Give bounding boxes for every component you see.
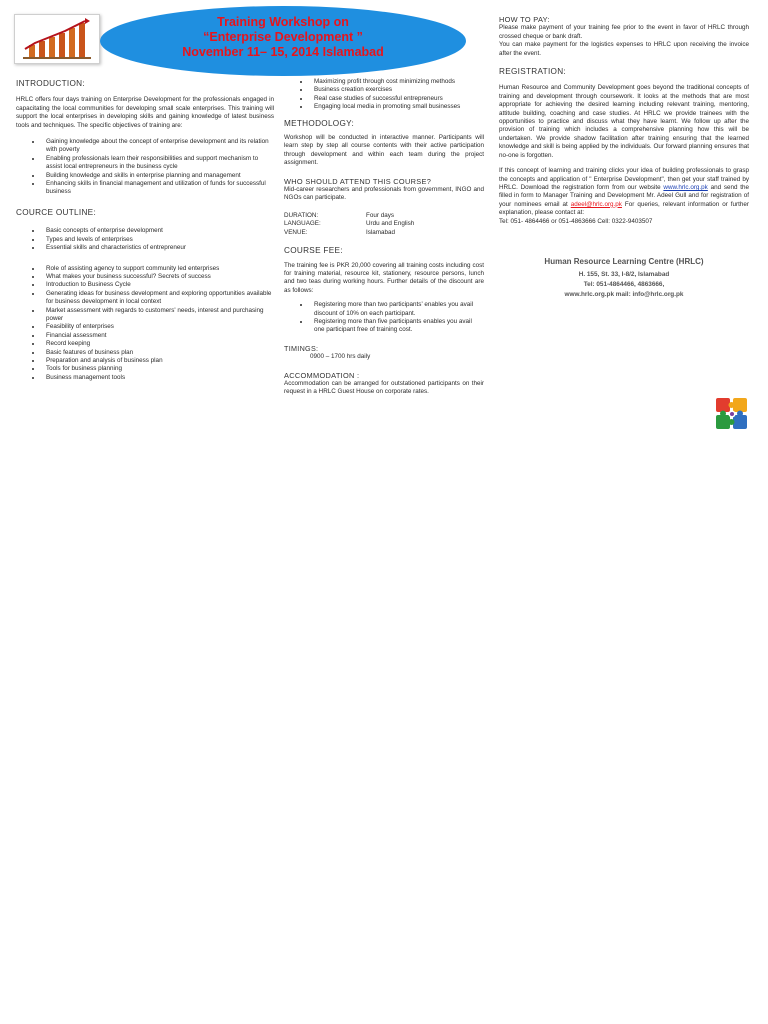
- outline-list-1: [16, 227, 274, 252]
- fee-heading: COURSE FEE:: [284, 246, 343, 256]
- howtopay-text-2: You can make payment for the logistics expenses to HRLC upon receiving the invoice after the event.: [499, 41, 749, 57]
- fee-text: The training fee is PKR 20,000 covering all training costs including cost for training material, resource kit, stationery, resource persons, lunch and two teas during working hours. Further details of the discount are as follows:: [284, 261, 484, 294]
- registration-text-c: For queries, relevant information or further explanation, please contact at:: [499, 200, 749, 217]
- list-item: • Market assessment with regards to customers' needs, interest and purchasing power: [42, 307, 274, 324]
- list-item: • Enabling professionals learn their responsibilities and support mechanism to assist local entrepreneurs in the business cycle: [42, 155, 274, 172]
- list-item: • Basic concepts of enterprise development: [42, 227, 274, 235]
- detail-key: LANGUAGE:: [284, 220, 321, 228]
- list-item: • What makes your business successful? Secrets of success: [42, 273, 274, 281]
- org-tel: Tel: 051-4864466, 4863666,: [583, 281, 665, 289]
- accommodation-text: Accommodation can be arranged for outstationed participants on their request in a HRLC Guest House on corporate rates.: [284, 379, 484, 396]
- registration-contact: [499, 167, 749, 217]
- outline-heading: COURCE OUTLINE:: [16, 207, 97, 217]
- howtopay-text-1: Please make payment of your training fee prior to the event in favor of HRLC through crossed cheque or bank draft.: [499, 24, 749, 40]
- list-item: • Maximizing profit through cost minimizing methods: [310, 78, 484, 86]
- banner-line-3: November 11– 15, 2014 Islamabad: [182, 45, 384, 59]
- details-table: [284, 212, 484, 237]
- middle-column: [284, 78, 484, 397]
- list-item: • Types and levels of enterprises: [42, 236, 274, 244]
- org-web: www.hrlc.org.pk mail: info@hrlc.org.pk: [564, 291, 684, 299]
- detail-row: [284, 212, 484, 220]
- timings-text: 0900 – 1700 hrs daily: [310, 353, 371, 361]
- detail-key: DURATION:: [284, 211, 319, 219]
- left-column: [16, 80, 274, 382]
- detail-key: VENUE:: [284, 228, 308, 236]
- list-item: • Preparation and analysis of business plan: [42, 357, 274, 365]
- list-item: • Role of assisting agency to support community led enterprises: [42, 265, 274, 273]
- hrlc-puzzle-logo-icon: [712, 394, 752, 434]
- list-item: • Enhancing skills in financial management and utilization of funds for successful business: [42, 180, 274, 197]
- list-item: • Introduction to Business Cycle: [42, 281, 274, 289]
- org-contact-block: [499, 258, 749, 300]
- list-item: • Feasibility of enterprises: [42, 323, 274, 331]
- list-item: • Business management tools: [42, 374, 274, 382]
- detail-row: [284, 229, 484, 237]
- list-item: • Real case studies of successful entrepreneurs: [310, 95, 484, 103]
- outline-list-3: [284, 78, 484, 112]
- list-item: • Generating ideas for business development and exploring opportunities available for business development in local context: [42, 290, 274, 307]
- methodology-text: Workshop will be conducted in interactive manner. Participants will learn step by step all course contents with their active participation through development and within each team during the project assignment.: [284, 134, 484, 167]
- introduction-heading: INTRODUCTION:: [16, 79, 85, 88]
- list-item: • Engaging local media in promoting small businesses: [310, 103, 484, 111]
- list-item: • Tools for business planning: [42, 365, 274, 373]
- introduction-text: HRLC offers four days training on Enterprise Development for the professionals engaged in capacitating the local communities for developing small scale enterprises. This training will support the local enterprises in developing skills and gaining knowledge of latest business tools and techniques. The specific objectives of training are:: [16, 96, 274, 129]
- detail-row: [284, 220, 484, 228]
- registration-text-b: and send the filled in form to Manager Training and Development Mr. Adeel Gull and for registration of your nominees email at: [499, 183, 749, 208]
- bar-growth-icon: [15, 15, 99, 63]
- growth-chart-logo: [14, 14, 100, 64]
- banner-line-1: Training Workshop on: [217, 15, 349, 29]
- accommodation-heading: ACCOMMODATION :: [284, 370, 360, 380]
- banner-line-2: “Enterprise Development ”: [203, 30, 363, 44]
- right-column: [499, 16, 749, 300]
- list-item: • Record keeping: [42, 340, 274, 348]
- list-item: • Registering more than five participants enables you avail one participant free of training cost.: [310, 318, 484, 335]
- org-name: Human Resource Learning Centre (HRLC): [544, 256, 704, 266]
- timings-heading: TIMINGS:: [284, 343, 319, 353]
- registration-heading: REGISTRATION:: [499, 67, 566, 77]
- detail-value: Four days: [366, 211, 394, 219]
- methodology-heading: METHODOLOGY:: [284, 118, 355, 128]
- title-banner: [100, 6, 466, 76]
- detail-value: Urdu and English: [366, 220, 415, 228]
- discount-list: [284, 301, 484, 335]
- list-item: • Registering more than two participants' enables you avail discount of 10% on each participant.: [310, 301, 484, 318]
- registration-text-a: If this concept of learning and training clicks your idea of building professionals to grasp the concepts and application of " Enterprise Development", then get your staff trained by HRLC. Download the registration form from our website: [499, 167, 749, 191]
- howtopay-heading: HOW TO PAY:: [499, 15, 550, 24]
- org-address: H. 155, St. 33, I-8/2, Islamabad: [578, 271, 670, 279]
- objectives-list: [16, 138, 274, 197]
- list-item: • Building knowledge and skills in enterprise planning and management: [42, 172, 274, 180]
- attend-heading: WHO SHOULD ATTEND THIS COURSE?: [284, 176, 432, 186]
- registration-text: Human Resource and Community Development goes beyond the traditional concepts of training and development through coursework. It looks at the methods that are most appropriate for achieving the desired learning including relevant training, mentoring, attitude building, coaching and case studies. At HRLC we provide trainees with the opportunities to practice and discuss what they have learnt. We follow up after the provision of training which includes a comprehensive planning how this will be undertaken. We provide shadow facilitation after training ensuring that the learned knowledge and skill is being applied by the individuals. Our forward planning ensures that no-one is forgotten.: [499, 84, 749, 159]
- website-link[interactable]: www.hrlc.org.pk: [663, 183, 708, 191]
- list-item: • Business creation exercises: [310, 86, 484, 94]
- detail-value: Islamabad: [366, 228, 396, 236]
- list-item: • Gaining knowledge about the concept of enterprise development and its relation with poverty: [42, 138, 274, 155]
- list-item: • Financial assessment: [42, 332, 274, 340]
- outline-list-2: [16, 265, 274, 383]
- email-link[interactable]: adeel@hrlc.org.pk: [570, 200, 622, 208]
- list-item: • Basic features of business plan: [42, 349, 274, 357]
- attend-text: Mid-career researchers and professionals from government, INGO and NGOs can participate.: [284, 186, 484, 202]
- registration-tel: Tel: 051- 4864466 or 051-4863666 Cell: 0322-9403507: [499, 217, 653, 225]
- list-item: • Essential skills and characteristics of entrepreneur: [42, 244, 274, 252]
